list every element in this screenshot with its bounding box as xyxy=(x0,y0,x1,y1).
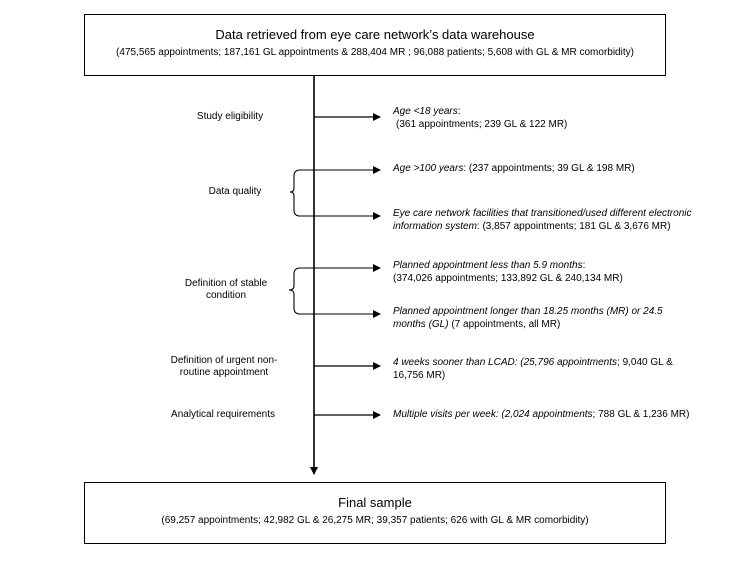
source-data-title: Data retrieved from eye care network’s data warehouse xyxy=(215,27,535,42)
exclusion-planned-longer-criterion-line2: months (GL) xyxy=(393,318,449,330)
exclusion-multiple-visits-counts: ; 788 GL & 1,236 MR) xyxy=(592,409,690,420)
exclusion-weeks-sooner-criterion: 4 weeks sooner than LCAD: (25,796 appointments xyxy=(393,357,618,368)
step-analytical-requirements: Analytical requirements xyxy=(171,409,275,420)
exclusion-planned-less-criterion: Planned appointment less than 5.9 months xyxy=(393,260,583,271)
exclusion-facilities-criterion-line1: Eye care network facilities that transitioned/used different electronic xyxy=(393,208,692,219)
exclusion-weeks-sooner xyxy=(393,357,738,382)
exclusion-facilities xyxy=(393,208,738,233)
exclusion-facilities-counts: : (3,857 appointments; 181 GL & 3,676 MR) xyxy=(476,220,671,232)
exclusion-age-under-18 xyxy=(393,106,723,131)
step-urgent-line1: Definition of urgent non- xyxy=(170,355,278,366)
final-sample-counts: (69,257 appointments; 42,982 GL & 26,275 MR; 39,357 patients; 626 with GL & MR comorbidity) xyxy=(161,515,589,526)
exclusion-age-under-18-colon: : xyxy=(457,106,461,117)
brace-stable-condition xyxy=(289,268,380,290)
exclusion-age-under-18-counts: (361 appointments; 239 GL & 122 MR) xyxy=(396,118,568,130)
exclusion-weeks-sooner-counts-line1: ; 9,040 GL & xyxy=(617,357,673,368)
exclusion-age-over-100-counts: : (237 appointments; 39 GL & 198 MR) xyxy=(463,163,635,174)
exclusion-age-over-100 xyxy=(393,163,723,176)
final-sample-box xyxy=(84,482,666,544)
exclusion-planned-longer-criterion-line1: Planned appointment longer than 18.25 months (MR) or 24.5 xyxy=(393,306,663,317)
step-data-quality: Data quality xyxy=(208,186,262,197)
exclusion-weeks-sooner-counts-line2: 16,756 MR) xyxy=(393,369,446,381)
source-data-counts: (475,565 appointments; 187,161 GL appointments & 288,404 MR ; 96,088 patients; 5,608 with GL & MR comorbidity) xyxy=(116,47,634,58)
exclusion-age-under-18-criterion: Age <18 years xyxy=(393,106,458,117)
step-urgent-appointment xyxy=(158,355,290,379)
final-sample-title: Final sample xyxy=(338,495,412,510)
step-urgent-line2: routine appointment xyxy=(179,367,269,378)
exclusion-facilities-criterion-line2: information system xyxy=(393,220,477,232)
exclusion-planned-longer xyxy=(393,306,738,331)
brace-data-quality xyxy=(290,170,380,192)
exclusion-age-over-100-criterion: Age >100 years xyxy=(393,163,464,174)
exclusion-multiple-visits xyxy=(393,409,738,422)
brace-stable-condition-lower xyxy=(289,290,380,314)
exclusion-planned-less xyxy=(393,260,723,285)
brace-data-quality-lower xyxy=(290,192,380,216)
exclusion-multiple-visits-criterion: Multiple visits per week: (2,024 appointments xyxy=(393,409,593,420)
step-stable-condition-line1: Definition of stable xyxy=(184,278,268,289)
exclusion-planned-longer-counts: (7 appointments, all MR) xyxy=(448,318,561,330)
exclusion-planned-less-counts: (374,026 appointments; 133,892 GL & 240,134 MR) xyxy=(393,272,623,284)
step-stable-condition-line2: condition xyxy=(205,290,247,301)
step-study-eligibility: Study eligibility xyxy=(196,111,264,122)
exclusion-planned-less-colon: : xyxy=(582,260,586,271)
step-stable-condition xyxy=(170,278,282,302)
source-data-box xyxy=(84,14,666,76)
